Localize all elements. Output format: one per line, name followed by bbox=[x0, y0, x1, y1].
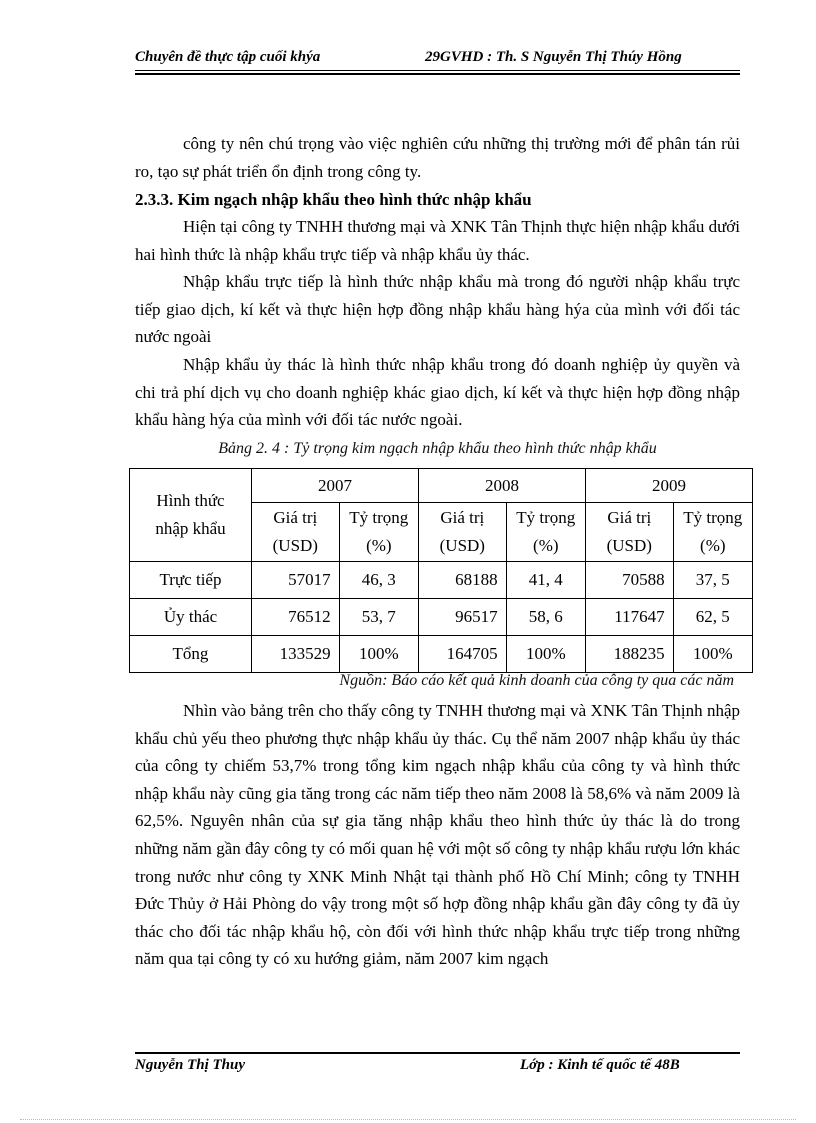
footer-divider bbox=[135, 1052, 740, 1054]
sub-header-value: Giá trị (USD) bbox=[585, 503, 673, 562]
paragraph-analysis: Nhìn vào bảng trên cho thấy công ty TNHH thương mại và XNK Tân Thịnh nhập khẩu chủ yếu theo phương thực nhập khẩu ủy thác. Cụ thể năm 2007 nhập khẩu ủy thác của công ty chiếm 53,7% trong tổng kim ngạch nhập khẩu của công ty và hình thức nhập khẩu này cũng gia tăng trong các năm tiếp theo năm 2008 là 58,6% và năm 2009 là 62,5%. Nguyên nhân của sự gia tăng nhập khẩu theo hình thức ủy thác là do trong những năm gần đây công ty có mối quan hệ với một số công ty nhập khẩu rượu lớn khác trong nước như công ty XNK Minh Nhật tại thành phố Hồ Chí Minh; công ty TNHH Đức Thủy ở Hải Phòng do vậy trong một số hợp đồng nhập khẩu gần đây công ty đã ủy thác cho đối tác nhập khẩu hộ, còn đối với hình thức nhập khẩu trực tiếp trong những năm qua tại công ty có xu hướng giảm, năm 2007 kim ngạch bbox=[135, 701, 740, 969]
cell-share: 58, 6 bbox=[506, 599, 585, 636]
paragraph-entrusted-import: Nhập khẩu ủy thác là hình thức nhập khẩu trong đó doanh nghiệp ủy quyền và chi trả phí dịch vụ cho doanh nghiệp khác giao dịch, kí kết và thực hiện hợp đồng nhập khẩu hàng hýa của mình với đối tác nước ngoài. bbox=[135, 355, 740, 430]
cell-value: 164705 bbox=[418, 636, 506, 673]
year-header: 2009 bbox=[585, 469, 752, 503]
row-label: Tổng bbox=[130, 636, 252, 673]
year-header: 2008 bbox=[418, 469, 585, 503]
cell-share: 37, 5 bbox=[673, 562, 752, 599]
row-header-cell: Hình thức nhập khẩu bbox=[130, 469, 252, 562]
cell-value: 133529 bbox=[252, 636, 340, 673]
cell-value: 117647 bbox=[585, 599, 673, 636]
cell-share: 41, 4 bbox=[506, 562, 585, 599]
cell-value: 96517 bbox=[418, 599, 506, 636]
cell-share: 100% bbox=[506, 636, 585, 673]
cell-value: 57017 bbox=[252, 562, 340, 599]
cell-share: 62, 5 bbox=[673, 599, 752, 636]
cell-value: 188235 bbox=[585, 636, 673, 673]
paragraph-intro: công ty nên chú trọng vào việc nghiên cứu những thị trường mới để phân tán rủi ro, tạo sự phát triển ổn định trong công ty. bbox=[135, 134, 740, 181]
header-divider bbox=[135, 70, 740, 71]
sub-header-share: Tỷ trọng (%) bbox=[673, 503, 752, 562]
sub-header-value: Giá trị (USD) bbox=[252, 503, 340, 562]
cell-value: 70588 bbox=[585, 562, 673, 599]
year-header: 2007 bbox=[252, 469, 419, 503]
cell-share: 46, 3 bbox=[339, 562, 418, 599]
sub-header-value: Giá trị (USD) bbox=[418, 503, 506, 562]
row-label: Trực tiếp bbox=[130, 562, 252, 599]
paragraph-import-forms: Hiện tại công ty TNHH thương mại và XNK Tân Thịnh thực hiện nhập khẩu dưới hai hình thức là nhập khẩu trực tiếp và nhập khẩu ủy thác. bbox=[135, 217, 740, 264]
import-table bbox=[129, 468, 753, 673]
row-label: Ủy thác bbox=[130, 599, 252, 636]
table-caption: Bảng 2. 4 : Tỷ trọng kim ngạch nhập khẩu theo hình thức nhập khẩu bbox=[218, 440, 657, 457]
cell-value: 76512 bbox=[252, 599, 340, 636]
page-header bbox=[135, 47, 740, 71]
section-heading: 2.3.3. Kim ngạch nhập khẩu theo hình thức nhập khẩu bbox=[135, 190, 532, 209]
cell-share: 100% bbox=[673, 636, 752, 673]
footer-class: Lớp : Kinh tế quốc tế 48B bbox=[520, 1057, 680, 1073]
footer-author: Nguyễn Thị Thuy bbox=[135, 1057, 246, 1073]
page-edge bbox=[20, 1119, 796, 1120]
table-source: Nguồn: Báo cáo kết quả kinh doanh của công ty qua các năm bbox=[339, 672, 734, 689]
table-row bbox=[130, 636, 753, 673]
sub-header-share: Tỷ trọng (%) bbox=[339, 503, 418, 562]
header-left-title: Chuyên đề thực tập cuối khýa bbox=[135, 49, 321, 65]
table-row bbox=[130, 599, 753, 636]
cell-share: 100% bbox=[339, 636, 418, 673]
cell-value: 68188 bbox=[418, 562, 506, 599]
header-right-title: 29GVHD : Th. S Nguyễn Thị Thúy Hồng bbox=[425, 49, 682, 65]
header-divider-thick bbox=[135, 73, 740, 75]
cell-share: 53, 7 bbox=[339, 599, 418, 636]
table-row bbox=[130, 562, 753, 599]
paragraph-direct-import: Nhập khẩu trực tiếp là hình thức nhập khẩu mà trong đó người nhập khẩu trực tiếp giao dịch, kí kết và thực hiện hợp đồng nhập khẩu hàng hýa của mình với đối tác nước ngoài bbox=[135, 272, 740, 347]
sub-header-share: Tỷ trọng (%) bbox=[506, 503, 585, 562]
